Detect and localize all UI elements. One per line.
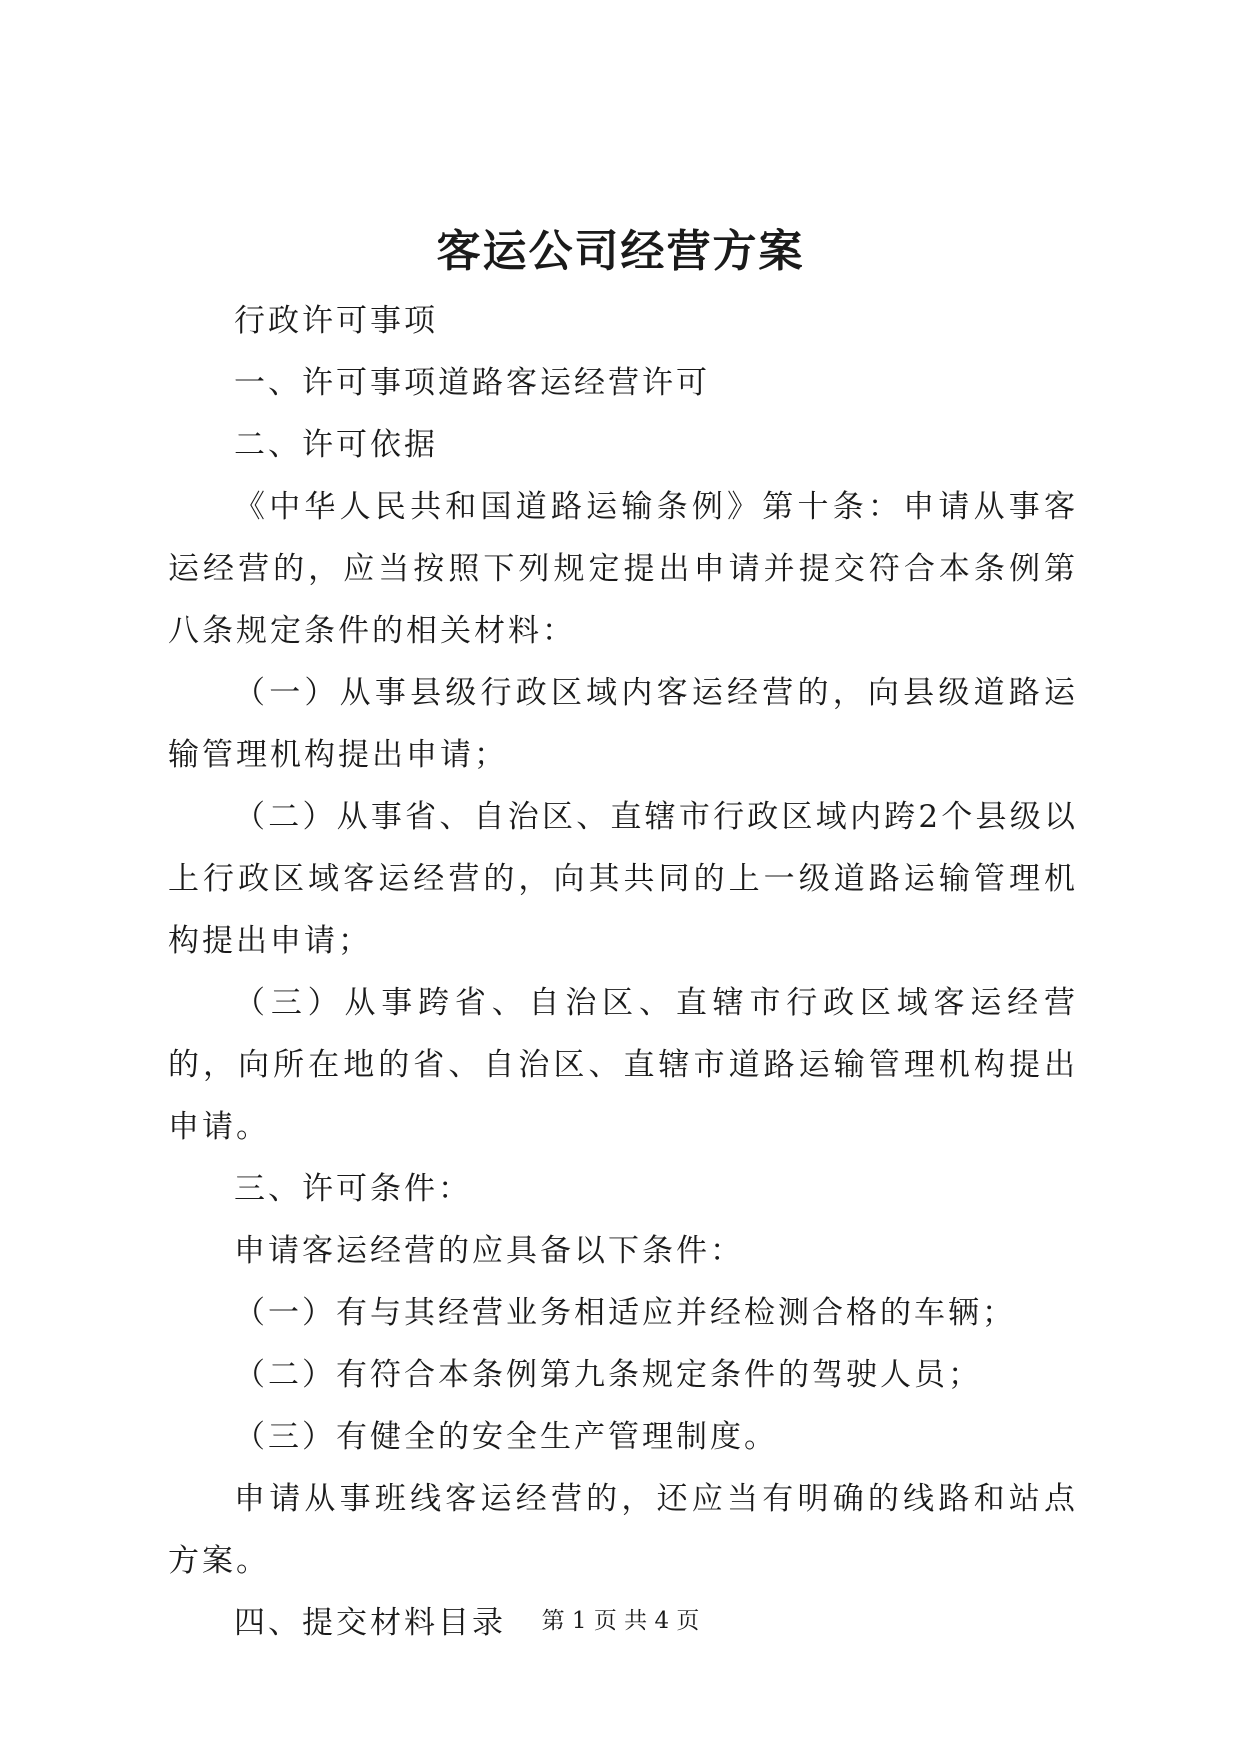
paragraph: 行政许可事项 bbox=[234, 303, 438, 339]
paragraph: 申请从事班线客运经营的，还应当有明确的线路和站点方案。 bbox=[168, 1481, 1078, 1579]
paragraph: （二）有符合本条例第九条规定条件的驾驶人员； bbox=[234, 1357, 982, 1393]
document-title: 客运公司经营方案 bbox=[436, 226, 805, 277]
paragraph: 四、提交材料目录 bbox=[234, 1605, 506, 1641]
paragraph: 二、许可依据 bbox=[234, 427, 438, 463]
paragraph: 申请客运经营的应具备以下条件： bbox=[234, 1233, 744, 1269]
paragraph: 《中华人民共和国道路运输条例》第十条：申请从事客运经营的，应当按照下列规定提出申请并提交符合本条例第八条规定条件的相关材料： bbox=[168, 489, 1078, 649]
paragraph: （三）有健全的安全生产管理制度。 bbox=[234, 1419, 778, 1455]
page-footer: 第 1 页 共 4 页 bbox=[541, 1608, 700, 1634]
paragraph: （三）从事跨省、自治区、直辖市行政区域客运经营的，向所在地的省、自治区、直辖市道路运输管理机构提出申请。 bbox=[168, 985, 1078, 1145]
paragraph: （一）从事县级行政区域内客运经营的，向县级道路运输管理机构提出申请； bbox=[168, 675, 1078, 773]
paragraph: （一）有与其经营业务相适应并经检测合格的车辆； bbox=[234, 1295, 1016, 1331]
document-body bbox=[168, 290, 1078, 1654]
paragraph: 三、许可条件： bbox=[234, 1171, 472, 1207]
paragraph: 一、许可事项道路客运经营许可 bbox=[234, 365, 710, 401]
paragraph: （二）从事省、自治区、直辖市行政区域内跨2个县级以上行政区域客运经营的，向其共同的上一级道路运输管理机构提出申请； bbox=[168, 799, 1078, 959]
